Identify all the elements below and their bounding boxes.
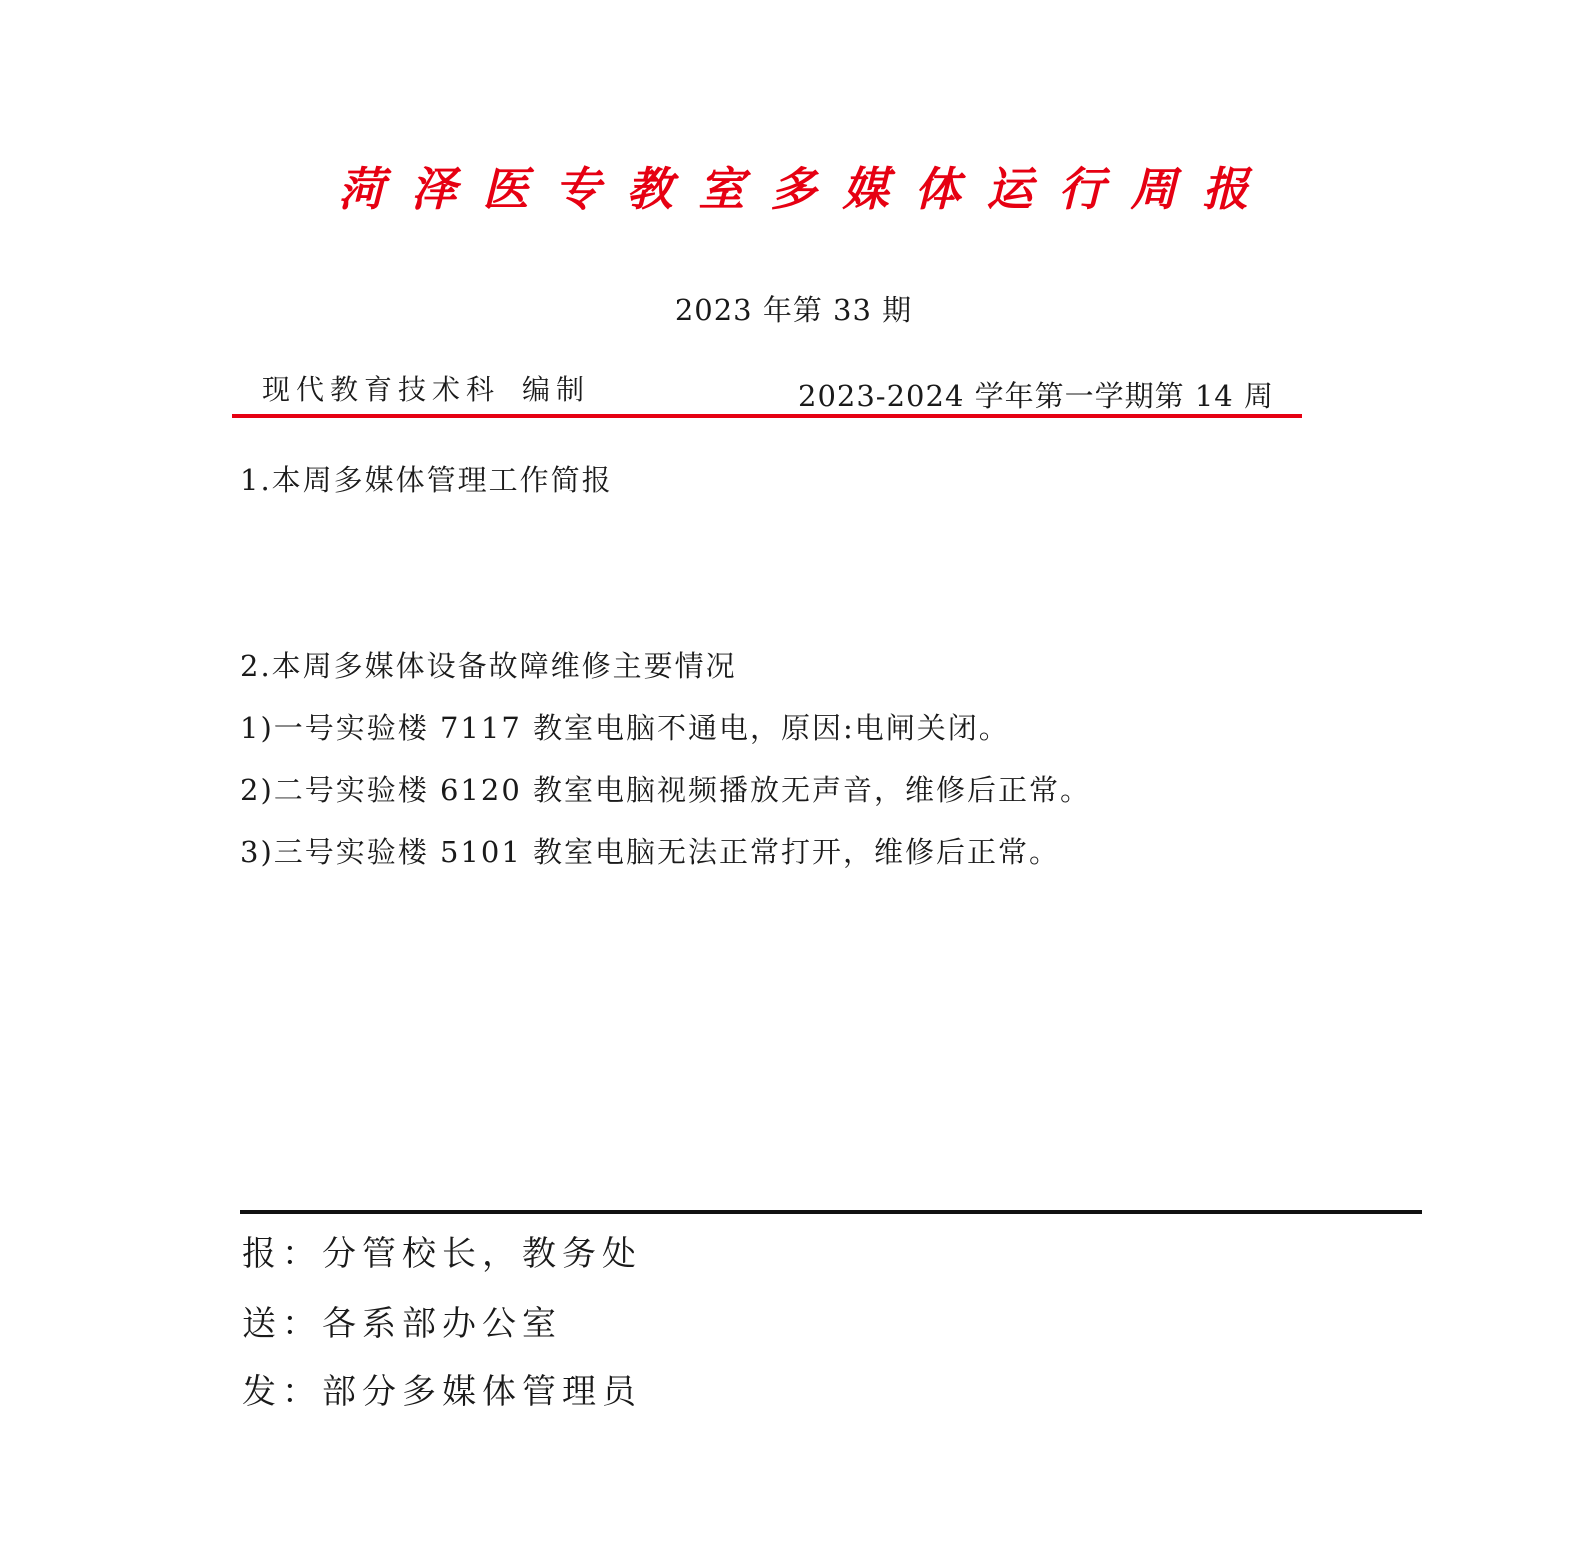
title-char: 专: [554, 162, 601, 216]
section1-heading: 1.本周多媒体管理工作简报: [240, 463, 613, 497]
repair-item: 1)一号实验楼 7117 教室电脑不通电，原因:电闸关闭。: [240, 711, 1010, 745]
send-to: 送：各系部办公室: [242, 1304, 562, 1344]
title-char: 菏: [338, 162, 385, 216]
header-divider: [232, 414, 1302, 418]
title-char: 多: [770, 162, 817, 216]
issue-to: 发：部分多媒体管理员: [242, 1372, 642, 1412]
issue-number: 2023 年第 33 期: [674, 293, 913, 327]
title-char: 媒: [842, 162, 889, 216]
editor-label: 编制: [522, 373, 591, 406]
section2-heading: 2.本周多媒体设备故障维修主要情况: [240, 649, 737, 683]
title-char: 运: [986, 162, 1033, 216]
footer-divider: [240, 1210, 1422, 1214]
report-title: [0, 146, 1587, 226]
title-char: 室: [698, 162, 745, 216]
title-char: 医: [482, 162, 529, 216]
report-to: 报：分管校长，教务处: [242, 1234, 642, 1274]
title-char: 教: [626, 162, 673, 216]
title-char: 报: [1202, 162, 1249, 216]
repair-item: 2)二号实验楼 6120 教室电脑视频播放无声音，维修后正常。: [240, 773, 1092, 807]
title-char: 周: [1130, 162, 1177, 216]
title-char: 体: [914, 162, 961, 216]
title-char: 行: [1058, 162, 1105, 216]
title-char: 泽: [410, 162, 457, 216]
term-week: 2023-2024 学年第一学期第 14 周: [798, 379, 1274, 413]
repair-item: 3)三号实验楼 5101 教室电脑无法正常打开，维修后正常。: [240, 835, 1061, 869]
department-line: [262, 368, 590, 408]
department-name: 现代教育技术科: [262, 373, 501, 406]
